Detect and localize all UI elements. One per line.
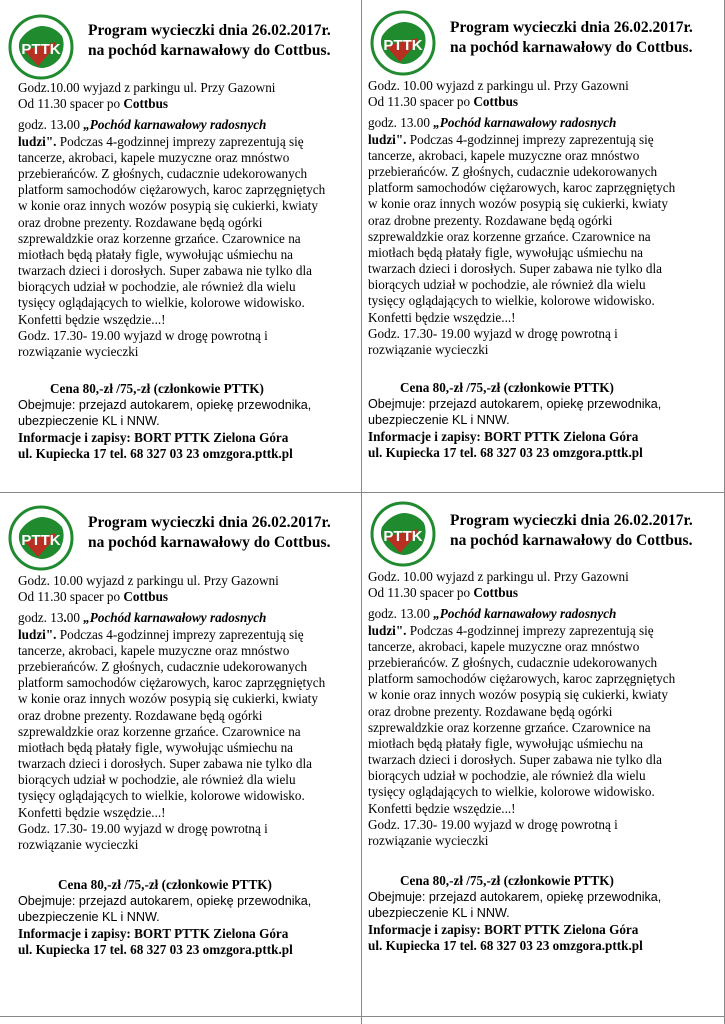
- body-line: szprewaldzkie oraz korzenne grzańce. Czarownice na: [368, 719, 651, 735]
- body-line: tysięcy oglądających to wielkie, kolorowe widowisko.: [18, 295, 305, 311]
- program-body: [18, 80, 325, 360]
- body-line: oraz drobne prezenty. Rozdawane będą ogórki: [18, 214, 263, 230]
- contact-line: ul. Kupiecka 17 tel. 68 327 03 23 omzgora.pttk.pl: [368, 444, 643, 460]
- program-body: [368, 78, 675, 358]
- info-line: Informacje i zapisy: BORT PTTK Zielona Góra: [368, 921, 639, 937]
- body-line: twarzach dzieci i dorosłych. Super zabawa nie tylko dla: [368, 752, 663, 768]
- svg-text:PTTK: PTTK: [21, 41, 61, 58]
- parade-line: godz. 13.00 „Pochód karnawałowy radosnych: [368, 115, 617, 131]
- price-block: [368, 380, 661, 461]
- body-line: biorących udział w pochodzie, ale również dla wielu: [368, 277, 646, 293]
- title-line-1: Program wycieczki dnia 26.02.2017r.: [88, 514, 331, 531]
- body-line: tancerze, akrobaci, kapele muzyczne oraz mnóstwo: [18, 149, 290, 165]
- includes-line-2: ubezpieczenie KL i NNW.: [18, 910, 160, 925]
- body-line: w konie oraz innych wozów posypią się cukierki, kwiaty: [368, 196, 668, 212]
- includes-line-2: ubezpieczenie KL i NNW.: [18, 414, 160, 429]
- body-line: oraz drobne prezenty. Rozdawane będą ogórki: [368, 703, 613, 719]
- info-line: Informacje i zapisy: BORT PTTK Zielona Góra: [368, 428, 639, 444]
- body-line: tancerze, akrobaci, kapele muzyczne oraz mnóstwo: [368, 147, 640, 163]
- body-line: platform samochodów ciężarowych, karoc zaprzęgniętych: [368, 180, 676, 196]
- includes-line: Obejmuje: przejazd autokarem, opiekę przewodnika,: [368, 397, 662, 412]
- body-line: rozwiązanie wycieczki: [18, 344, 139, 359]
- program-body: [18, 573, 325, 853]
- body-line: platform samochodów ciężarowych, karoc zaprzęgniętych: [368, 671, 676, 687]
- info-line: Informacje i zapisy: BORT PTTK Zielona Góra: [18, 429, 289, 445]
- pttk-logo-icon: [8, 14, 74, 80]
- walk-line: Od 11.30 spacer po Cottbus: [18, 589, 169, 605]
- body-line: Konfetti będzie wszędzie...!: [368, 309, 516, 325]
- includes-line-2: ubezpieczenie KL i NNW.: [368, 906, 510, 921]
- body-line: tancerze, akrobaci, kapele muzyczne oraz mnóstwo: [18, 642, 290, 658]
- flyer-card-bottom-right: [362, 493, 724, 1016]
- body-line: biorących udział w pochodzie, ale również dla wielu: [18, 772, 296, 788]
- body-line: szprewaldzkie oraz korzenne grzańce. Czarownice na: [368, 228, 651, 244]
- walk-line: Od 11.30 spacer po Cottbus: [368, 585, 519, 601]
- body-line: Godz. 17.30- 19.00 wyjazd w drogę powrotną i: [368, 816, 618, 832]
- parade-line-2: ludzi". Podczas 4-godzinnej imprezy zaprezentują się: [18, 133, 304, 149]
- body-line: przebierańców. Z głośnych, cudacznie udekorowanych: [18, 658, 308, 674]
- body-line: rozwiązanie wycieczki: [368, 342, 489, 357]
- body-line: Godz. 17.30- 19.00 wyjazd w drogę powrotną i: [368, 325, 618, 341]
- svg-text:PTTK: PTTK: [383, 528, 423, 545]
- price-line: Cena 80,-zł /75,-zł (członkowie PTTK): [50, 381, 264, 396]
- body-line: twarzach dzieci i dorosłych. Super zabawa nie tylko dla: [368, 261, 663, 277]
- body-line: tysięcy oglądających to wielkie, kolorowe widowisko.: [18, 788, 305, 804]
- depart-line: Godz. 10.00 wyjazd z parkingu ul. Przy Gazowni: [368, 569, 629, 584]
- parade-line-2: ludzi". Podczas 4-godzinnej imprezy zaprezentują się: [368, 131, 654, 147]
- program-body: [368, 569, 675, 849]
- body-line: oraz drobne prezenty. Rozdawane będą ogórki: [368, 212, 613, 228]
- price-line: Cena 80,-zł /75,-zł (członkowie PTTK): [58, 877, 272, 892]
- body-line: biorących udział w pochodzie, ale również dla wielu: [18, 279, 296, 295]
- body-line: przebierańców. Z głośnych, cudacznie udekorowanych: [368, 163, 658, 179]
- depart-line: Godz.10.00 wyjazd z parkingu ul. Przy Gazowni: [18, 80, 276, 95]
- body-line: Konfetti będzie wszędzie...!: [368, 800, 516, 816]
- walk-line: Od 11.30 spacer po Cottbus: [368, 94, 519, 110]
- body-line: tancerze, akrobaci, kapele muzyczne oraz mnóstwo: [368, 638, 640, 654]
- body-line: oraz drobne prezenty. Rozdawane będą ogórki: [18, 707, 263, 723]
- includes-line: Obejmuje: przejazd autokarem, opiekę przewodnika,: [368, 890, 662, 905]
- body-line: przebierańców. Z głośnych, cudacznie udekorowanych: [368, 654, 658, 670]
- title-line-2: na pochód karnawałowy do Cottbus.: [450, 532, 693, 549]
- title-line-1: Program wycieczki dnia 26.02.2017r.: [88, 22, 331, 39]
- body-line: w konie oraz innych wozów posypią się cukierki, kwiaty: [18, 691, 318, 707]
- walk-line: Od 11.30 spacer po Cottbus: [18, 96, 169, 112]
- pttk-logo-icon: [370, 501, 436, 567]
- flyer-card-top-left: [0, 0, 361, 492]
- body-line: miotłach będą płatały figle, wywołując uśmiechu na: [18, 246, 294, 262]
- info-line: Informacje i zapisy: BORT PTTK Zielona Góra: [18, 925, 289, 941]
- includes-line: Obejmuje: przejazd autokarem, opiekę przewodnika,: [18, 398, 312, 413]
- body-line: rozwiązanie wycieczki: [368, 833, 489, 848]
- body-line: miotłach będą płatały figle, wywołując uśmiechu na: [18, 739, 294, 755]
- pttk-logo-icon: [8, 505, 74, 571]
- body-line: w konie oraz innych wozów posypią się cukierki, kwiaty: [368, 687, 668, 703]
- body-line: platform samochodów ciężarowych, karoc zaprzęgniętych: [18, 675, 326, 691]
- body-line: Godz. 17.30- 19.00 wyjazd w drogę powrotną i: [18, 820, 268, 836]
- parade-line: godz. 13.00 „Pochód karnawałowy radosnych: [18, 117, 267, 133]
- price-block: [18, 381, 311, 462]
- body-line: Konfetti będzie wszędzie...!: [18, 804, 166, 820]
- flyer-card-top-right: [362, 0, 724, 492]
- body-line: twarzach dzieci i dorosłych. Super zabawa nie tylko dla: [18, 263, 313, 279]
- body-line: rozwiązanie wycieczki: [18, 837, 139, 852]
- contact-line: ul. Kupiecka 17 tel. 68 327 03 23 omzgora.pttk.pl: [368, 937, 643, 953]
- title-line-1: Program wycieczki dnia 26.02.2017r.: [450, 19, 693, 36]
- price-block: [368, 873, 661, 954]
- body-line: miotłach będą płatały figle, wywołując uśmiechu na: [368, 735, 644, 751]
- parade-line: godz. 13.00 „Pochód karnawałowy radosnych: [18, 610, 267, 626]
- body-line: Godz. 17.30- 19.00 wyjazd w drogę powrotną i: [18, 327, 268, 343]
- title-line-2: na pochód karnawałowy do Cottbus.: [88, 42, 331, 59]
- body-line: twarzach dzieci i dorosłych. Super zabawa nie tylko dla: [18, 756, 313, 772]
- price-line: Cena 80,-zł /75,-zł (członkowie PTTK): [400, 380, 614, 395]
- body-line: w konie oraz innych wozów posypią się cukierki, kwiaty: [18, 198, 318, 214]
- bottom-border: [0, 1016, 725, 1017]
- body-line: Konfetti będzie wszędzie...!: [18, 311, 166, 327]
- parade-line: godz. 13.00 „Pochód karnawałowy radosnych: [368, 606, 617, 622]
- body-line: przebierańców. Z głośnych, cudacznie udekorowanych: [18, 165, 308, 181]
- svg-text:PTTK: PTTK: [21, 532, 61, 549]
- pttk-logo-icon: [370, 10, 436, 76]
- depart-line: Godz. 10.00 wyjazd z parkingu ul. Przy Gazowni: [368, 78, 629, 93]
- contact-line: ul. Kupiecka 17 tel. 68 327 03 23 omzgora.pttk.pl: [18, 941, 293, 957]
- price-line: Cena 80,-zł /75,-zł (członkowie PTTK): [400, 873, 614, 888]
- includes-line: Obejmuje: przejazd autokarem, opiekę przewodnika,: [18, 894, 312, 909]
- title-line-2: na pochód karnawałowy do Cottbus.: [88, 534, 331, 551]
- includes-line-2: ubezpieczenie KL i NNW.: [368, 413, 510, 428]
- contact-line: ul. Kupiecka 17 tel. 68 327 03 23 omzgora.pttk.pl: [18, 445, 293, 461]
- body-line: miotłach będą płatały figle, wywołując uśmiechu na: [368, 244, 644, 260]
- body-line: platform samochodów ciężarowych, karoc zaprzęgniętych: [18, 182, 326, 198]
- svg-text:PTTK: PTTK: [383, 37, 423, 54]
- parade-line-2: ludzi". Podczas 4-godzinnej imprezy zaprezentują się: [18, 626, 304, 642]
- title-line-2: na pochód karnawałowy do Cottbus.: [450, 39, 693, 56]
- flyer-card-bottom-left: [0, 493, 361, 1016]
- parade-line-2: ludzi". Podczas 4-godzinnej imprezy zaprezentują się: [368, 622, 654, 638]
- body-line: biorących udział w pochodzie, ale również dla wielu: [368, 768, 646, 784]
- body-line: szprewaldzkie oraz korzenne grzańce. Czarownice na: [18, 230, 301, 246]
- body-line: szprewaldzkie oraz korzenne grzańce. Czarownice na: [18, 723, 301, 739]
- price-block: [18, 877, 311, 958]
- body-line: tysięcy oglądających to wielkie, kolorowe widowisko.: [368, 784, 655, 800]
- title-line-1: Program wycieczki dnia 26.02.2017r.: [450, 512, 693, 529]
- body-line: tysięcy oglądających to wielkie, kolorowe widowisko.: [368, 293, 655, 309]
- depart-line: Godz. 10.00 wyjazd z parkingu ul. Przy Gazowni: [18, 573, 279, 588]
